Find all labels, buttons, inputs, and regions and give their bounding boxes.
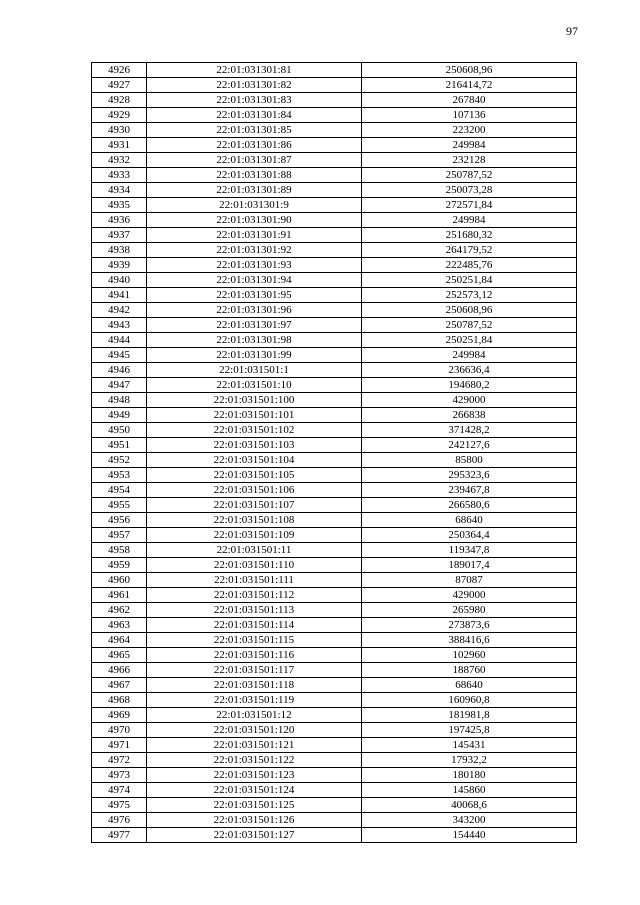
row-number-cell: 4963	[92, 618, 147, 633]
table-row	[92, 78, 577, 93]
row-number-cell: 4954	[92, 483, 147, 498]
value-cell: 273873,6	[362, 618, 577, 633]
row-number-cell: 4928	[92, 93, 147, 108]
row-number-cell: 4959	[92, 558, 147, 573]
row-number-cell: 4932	[92, 153, 147, 168]
row-number-cell: 4948	[92, 393, 147, 408]
table-row	[92, 618, 577, 633]
table-row	[92, 723, 577, 738]
row-number-cell: 4949	[92, 408, 147, 423]
value-cell: 107136	[362, 108, 577, 123]
value-cell: 266580,6	[362, 498, 577, 513]
value-cell: 189017,4	[362, 558, 577, 573]
cadastral-number-cell: 22:01:031301:81	[147, 63, 362, 78]
table-row	[92, 693, 577, 708]
row-number-cell: 4957	[92, 528, 147, 543]
cadastral-number-cell: 22:01:031301:91	[147, 228, 362, 243]
cadastral-number-cell: 22:01:031501:10	[147, 378, 362, 393]
table-body	[92, 63, 577, 843]
table-row	[92, 468, 577, 483]
table-row	[92, 348, 577, 363]
row-number-cell: 4967	[92, 678, 147, 693]
row-number-cell: 4955	[92, 498, 147, 513]
cadastral-number-cell: 22:01:031501:108	[147, 513, 362, 528]
value-cell: 145431	[362, 738, 577, 753]
cadastral-number-cell: 22:01:031301:84	[147, 108, 362, 123]
cadastral-number-cell: 22:01:031501:12	[147, 708, 362, 723]
value-cell: 249984	[362, 348, 577, 363]
value-cell: 250073,28	[362, 183, 577, 198]
value-cell: 236636,4	[362, 363, 577, 378]
value-cell: 102960	[362, 648, 577, 663]
row-number-cell: 4946	[92, 363, 147, 378]
row-number-cell: 4934	[92, 183, 147, 198]
table-row	[92, 558, 577, 573]
cadastral-number-cell: 22:01:031301:92	[147, 243, 362, 258]
row-number-cell: 4935	[92, 198, 147, 213]
table-row	[92, 138, 577, 153]
table-row	[92, 378, 577, 393]
table-row	[92, 213, 577, 228]
table-row	[92, 123, 577, 138]
cadastral-number-cell: 22:01:031501:114	[147, 618, 362, 633]
row-number-cell: 4933	[92, 168, 147, 183]
row-number-cell: 4936	[92, 213, 147, 228]
cadastral-number-cell: 22:01:031501:118	[147, 678, 362, 693]
value-cell: 239467,8	[362, 483, 577, 498]
page-number: 97	[566, 24, 578, 38]
table-row	[92, 633, 577, 648]
value-cell: 223200	[362, 123, 577, 138]
row-number-cell: 4927	[92, 78, 147, 93]
table-row	[92, 303, 577, 318]
value-cell: 343200	[362, 813, 577, 828]
cadastral-number-cell: 22:01:031501:1	[147, 363, 362, 378]
value-cell: 429000	[362, 588, 577, 603]
cadastral-value-table	[91, 62, 577, 843]
row-number-cell: 4945	[92, 348, 147, 363]
row-number-cell: 4930	[92, 123, 147, 138]
table-row	[92, 543, 577, 558]
row-number-cell: 4966	[92, 663, 147, 678]
row-number-cell: 4938	[92, 243, 147, 258]
value-cell: 119347,8	[362, 543, 577, 558]
cadastral-number-cell: 22:01:031501:109	[147, 528, 362, 543]
table-row	[92, 63, 577, 78]
cadastral-number-cell: 22:01:031501:100	[147, 393, 362, 408]
table-row	[92, 573, 577, 588]
value-cell: 250787,52	[362, 168, 577, 183]
row-number-cell: 4952	[92, 453, 147, 468]
cadastral-number-cell: 22:01:031501:107	[147, 498, 362, 513]
row-number-cell: 4953	[92, 468, 147, 483]
cadastral-number-cell: 22:01:031301:95	[147, 288, 362, 303]
row-number-cell: 4976	[92, 813, 147, 828]
cadastral-number-cell: 22:01:031501:124	[147, 783, 362, 798]
row-number-cell: 4940	[92, 273, 147, 288]
table-row	[92, 798, 577, 813]
table-row	[92, 333, 577, 348]
cadastral-number-cell: 22:01:031501:122	[147, 753, 362, 768]
row-number-cell: 4941	[92, 288, 147, 303]
cadastral-number-cell: 22:01:031501:112	[147, 588, 362, 603]
row-number-cell: 4971	[92, 738, 147, 753]
cadastral-number-cell: 22:01:031301:97	[147, 318, 362, 333]
cadastral-number-cell: 22:01:031301:99	[147, 348, 362, 363]
cadastral-number-cell: 22:01:031301:93	[147, 258, 362, 273]
value-cell: 87087	[362, 573, 577, 588]
value-cell: 295323,6	[362, 468, 577, 483]
cadastral-number-cell: 22:01:031501:105	[147, 468, 362, 483]
row-number-cell: 4975	[92, 798, 147, 813]
cadastral-number-cell: 22:01:031501:119	[147, 693, 362, 708]
cadastral-number-cell: 22:01:031301:88	[147, 168, 362, 183]
row-number-cell: 4965	[92, 648, 147, 663]
cadastral-number-cell: 22:01:031501:123	[147, 768, 362, 783]
table-row	[92, 498, 577, 513]
table-row	[92, 813, 577, 828]
value-cell: 265980	[362, 603, 577, 618]
table-row	[92, 258, 577, 273]
table-row	[92, 738, 577, 753]
value-cell: 251680,32	[362, 228, 577, 243]
table-row	[92, 153, 577, 168]
value-cell: 85800	[362, 453, 577, 468]
cadastral-number-cell: 22:01:031501:11	[147, 543, 362, 558]
value-cell: 40068,6	[362, 798, 577, 813]
value-cell: 250608,96	[362, 303, 577, 318]
table-row	[92, 783, 577, 798]
row-number-cell: 4970	[92, 723, 147, 738]
row-number-cell: 4972	[92, 753, 147, 768]
cadastral-number-cell: 22:01:031501:102	[147, 423, 362, 438]
value-cell: 145860	[362, 783, 577, 798]
cadastral-number-cell: 22:01:031501:126	[147, 813, 362, 828]
value-cell: 249984	[362, 213, 577, 228]
row-number-cell: 4973	[92, 768, 147, 783]
table-row	[92, 828, 577, 843]
table-row	[92, 768, 577, 783]
cadastral-number-cell: 22:01:031501:113	[147, 603, 362, 618]
value-cell: 429000	[362, 393, 577, 408]
value-cell: 252573,12	[362, 288, 577, 303]
table-row	[92, 288, 577, 303]
cadastral-number-cell: 22:01:031501:103	[147, 438, 362, 453]
cadastral-number-cell: 22:01:031301:87	[147, 153, 362, 168]
value-cell: 181981,8	[362, 708, 577, 723]
cadastral-number-cell: 22:01:031501:120	[147, 723, 362, 738]
value-cell: 242127,6	[362, 438, 577, 453]
cadastral-number-cell: 22:01:031301:98	[147, 333, 362, 348]
cadastral-number-cell: 22:01:031501:106	[147, 483, 362, 498]
row-number-cell: 4943	[92, 318, 147, 333]
table-row	[92, 438, 577, 453]
row-number-cell: 4969	[92, 708, 147, 723]
table-row	[92, 423, 577, 438]
row-number-cell: 4960	[92, 573, 147, 588]
cadastral-number-cell: 22:01:031301:85	[147, 123, 362, 138]
value-cell: 154440	[362, 828, 577, 843]
cadastral-number-cell: 22:01:031301:82	[147, 78, 362, 93]
value-cell: 222485,76	[362, 258, 577, 273]
cadastral-number-cell: 22:01:031301:96	[147, 303, 362, 318]
table-row	[92, 603, 577, 618]
cadastral-number-cell: 22:01:031301:89	[147, 183, 362, 198]
row-number-cell: 4958	[92, 543, 147, 558]
table-row	[92, 198, 577, 213]
row-number-cell: 4962	[92, 603, 147, 618]
cadastral-number-cell: 22:01:031501:111	[147, 573, 362, 588]
table-row	[92, 708, 577, 723]
row-number-cell: 4951	[92, 438, 147, 453]
row-number-cell: 4961	[92, 588, 147, 603]
cadastral-number-cell: 22:01:031501:110	[147, 558, 362, 573]
value-cell: 371428,2	[362, 423, 577, 438]
value-cell: 180180	[362, 768, 577, 783]
value-cell: 272571,84	[362, 198, 577, 213]
cadastral-number-cell: 22:01:031501:104	[147, 453, 362, 468]
value-cell: 232128	[362, 153, 577, 168]
value-cell: 160960,8	[362, 693, 577, 708]
cadastral-number-cell: 22:01:031501:116	[147, 648, 362, 663]
table-row	[92, 168, 577, 183]
table-row	[92, 588, 577, 603]
value-cell: 194680,2	[362, 378, 577, 393]
table-row	[92, 393, 577, 408]
cadastral-number-cell: 22:01:031301:94	[147, 273, 362, 288]
value-cell: 250608,96	[362, 63, 577, 78]
cadastral-number-cell: 22:01:031301:83	[147, 93, 362, 108]
value-cell: 250251,84	[362, 333, 577, 348]
row-number-cell: 4950	[92, 423, 147, 438]
table-row	[92, 273, 577, 288]
table-row	[92, 663, 577, 678]
table-row	[92, 528, 577, 543]
table-row	[92, 678, 577, 693]
cadastral-number-cell: 22:01:031501:101	[147, 408, 362, 423]
value-cell: 388416,6	[362, 633, 577, 648]
cadastral-number-cell: 22:01:031501:117	[147, 663, 362, 678]
value-cell: 17932,2	[362, 753, 577, 768]
row-number-cell: 4974	[92, 783, 147, 798]
table-row	[92, 453, 577, 468]
row-number-cell: 4937	[92, 228, 147, 243]
cadastral-number-cell: 22:01:031501:121	[147, 738, 362, 753]
value-cell: 267840	[362, 93, 577, 108]
table-row	[92, 243, 577, 258]
row-number-cell: 4947	[92, 378, 147, 393]
row-number-cell: 4939	[92, 258, 147, 273]
table-row	[92, 408, 577, 423]
cadastral-number-cell: 22:01:031501:115	[147, 633, 362, 648]
row-number-cell: 4977	[92, 828, 147, 843]
table-row	[92, 108, 577, 123]
value-cell: 197425,8	[362, 723, 577, 738]
table-row	[92, 228, 577, 243]
cadastral-number-cell: 22:01:031301:86	[147, 138, 362, 153]
row-number-cell: 4956	[92, 513, 147, 528]
value-cell: 216414,72	[362, 78, 577, 93]
row-number-cell: 4944	[92, 333, 147, 348]
table-row	[92, 183, 577, 198]
row-number-cell: 4964	[92, 633, 147, 648]
value-cell: 249984	[362, 138, 577, 153]
table-row	[92, 363, 577, 378]
row-number-cell: 4968	[92, 693, 147, 708]
value-cell: 188760	[362, 663, 577, 678]
row-number-cell: 4926	[92, 63, 147, 78]
cadastral-number-cell: 22:01:031301:90	[147, 213, 362, 228]
table-row	[92, 648, 577, 663]
row-number-cell: 4931	[92, 138, 147, 153]
table-row	[92, 513, 577, 528]
value-cell: 264179,52	[362, 243, 577, 258]
row-number-cell: 4929	[92, 108, 147, 123]
cadastral-number-cell: 22:01:031301:9	[147, 198, 362, 213]
cadastral-number-cell: 22:01:031501:127	[147, 828, 362, 843]
table-row	[92, 318, 577, 333]
table-row	[92, 93, 577, 108]
value-cell: 266838	[362, 408, 577, 423]
value-cell: 250364,4	[362, 528, 577, 543]
value-cell: 68640	[362, 678, 577, 693]
table-row	[92, 483, 577, 498]
value-cell: 68640	[362, 513, 577, 528]
value-cell: 250787,52	[362, 318, 577, 333]
row-number-cell: 4942	[92, 303, 147, 318]
cadastral-number-cell: 22:01:031501:125	[147, 798, 362, 813]
value-cell: 250251,84	[362, 273, 577, 288]
table-row	[92, 753, 577, 768]
